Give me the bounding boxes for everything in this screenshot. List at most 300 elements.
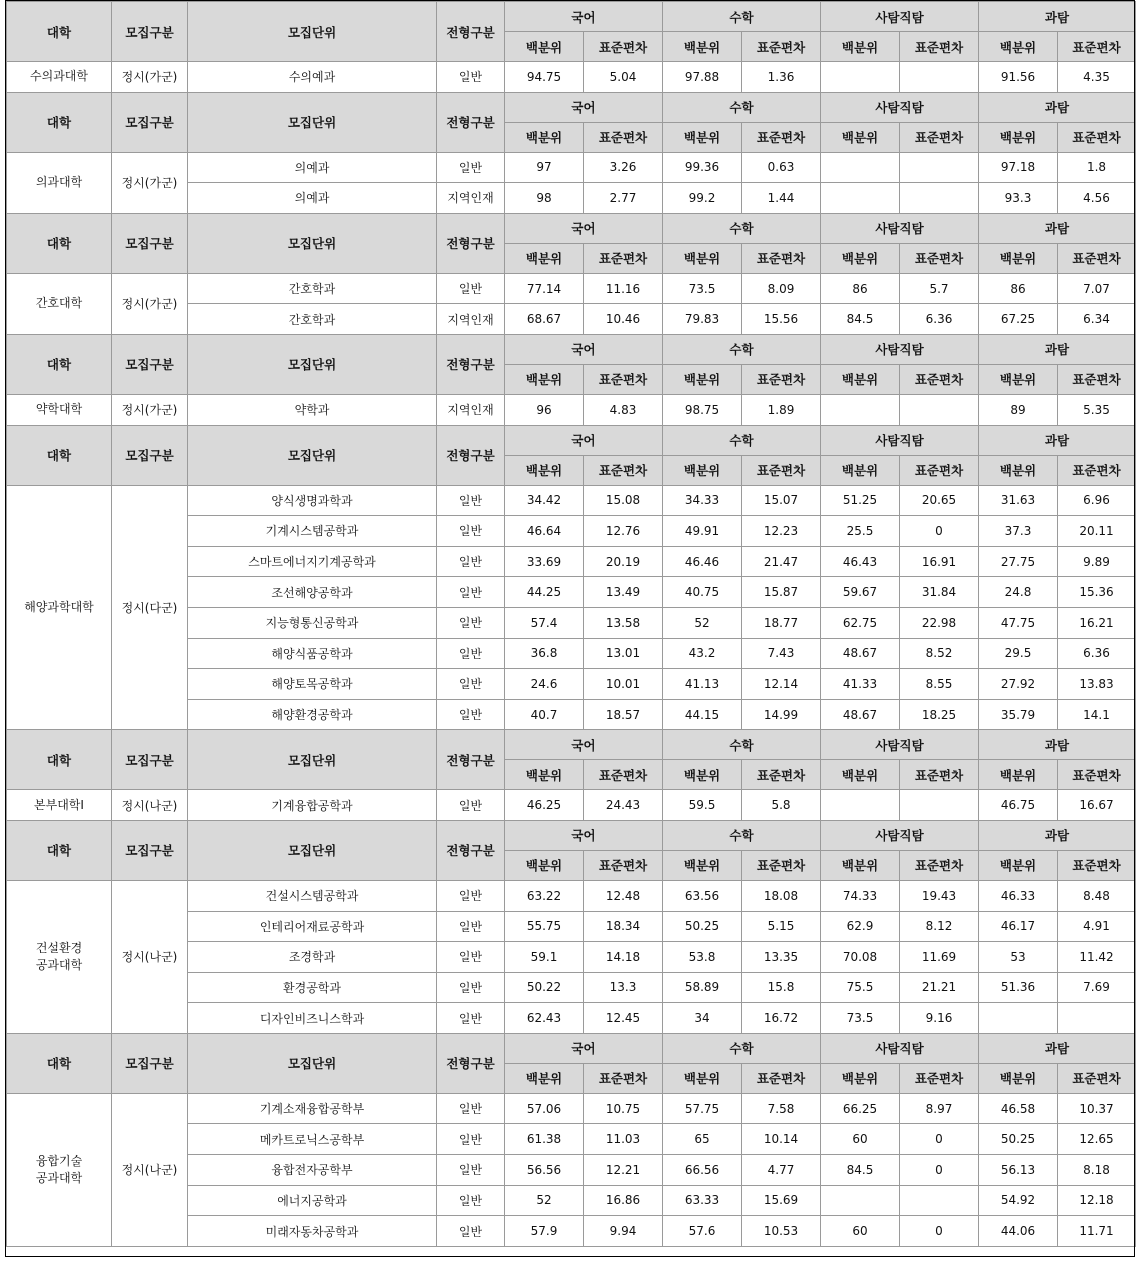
percentile-cell: 53.8 <box>663 942 742 973</box>
header-percentile: 백분위 <box>505 364 584 394</box>
header-std-dev: 표준편차 <box>742 455 821 485</box>
header-subject-science: 과탐 <box>979 2 1136 32</box>
std-dev-cell: 6.36 <box>900 304 979 335</box>
header-track: 전형구분 <box>437 2 505 62</box>
header-percentile: 백분위 <box>979 243 1058 273</box>
std-dev-cell: 12.65 <box>1058 1124 1136 1155</box>
std-dev-cell <box>900 790 979 821</box>
recruit-unit-cell: 의예과 <box>188 152 437 183</box>
track-cell: 일반 <box>437 1155 505 1186</box>
recruit-unit-cell: 기계융합공학과 <box>188 790 437 821</box>
recruit-unit-cell: 의예과 <box>188 183 437 214</box>
std-dev-cell: 12.76 <box>584 516 663 547</box>
header-subject-social-vocational: 사탐직탐 <box>821 425 979 455</box>
header-std-dev: 표준편차 <box>900 122 979 152</box>
admission-type-cell: 정시(가군) <box>112 394 188 425</box>
header-admission-type: 모집구분 <box>112 1033 188 1093</box>
track-cell: 일반 <box>437 546 505 577</box>
header-percentile: 백분위 <box>979 32 1058 62</box>
percentile-cell: 46.43 <box>821 546 900 577</box>
header-percentile: 백분위 <box>505 1063 584 1093</box>
std-dev-cell: 13.01 <box>584 638 663 669</box>
std-dev-cell: 18.34 <box>584 911 663 942</box>
std-dev-cell: 12.48 <box>584 880 663 911</box>
std-dev-cell: 5.35 <box>1058 394 1136 425</box>
track-cell: 일반 <box>437 669 505 700</box>
percentile-cell <box>821 62 900 93</box>
header-subject-math: 수학 <box>663 1033 821 1063</box>
percentile-cell: 63.22 <box>505 880 584 911</box>
header-subject-social-vocational: 사탐직탐 <box>821 820 979 850</box>
std-dev-cell: 9.89 <box>1058 546 1136 577</box>
percentile-cell: 44.06 <box>979 1216 1058 1247</box>
percentile-cell: 37.3 <box>979 516 1058 547</box>
std-dev-cell: 11.69 <box>900 942 979 973</box>
std-dev-cell: 5.15 <box>742 911 821 942</box>
header-std-dev: 표준편차 <box>900 32 979 62</box>
header-recruit-unit: 모집단위 <box>188 92 437 152</box>
percentile-cell: 59.1 <box>505 942 584 973</box>
track-cell: 일반 <box>437 577 505 608</box>
std-dev-cell: 18.77 <box>742 607 821 638</box>
header-subject-science: 과탐 <box>979 820 1136 850</box>
header-percentile: 백분위 <box>505 760 584 790</box>
percentile-cell: 66.56 <box>663 1155 742 1186</box>
track-cell: 일반 <box>437 790 505 821</box>
percentile-cell: 51.25 <box>821 485 900 516</box>
percentile-cell: 46.17 <box>979 911 1058 942</box>
table-body <box>7 2 1136 1247</box>
percentile-cell: 46.25 <box>505 790 584 821</box>
std-dev-cell: 4.35 <box>1058 62 1136 93</box>
table-row <box>7 485 1136 516</box>
header-track: 전형구분 <box>437 425 505 485</box>
recruit-unit-cell: 약학과 <box>188 394 437 425</box>
header-percentile: 백분위 <box>979 1063 1058 1093</box>
header-std-dev: 표준편차 <box>584 1063 663 1093</box>
recruit-unit-cell: 에너지공학과 <box>188 1185 437 1216</box>
header-row <box>7 2 1136 32</box>
header-std-dev: 표준편차 <box>1058 1063 1136 1093</box>
percentile-cell: 93.3 <box>979 183 1058 214</box>
std-dev-cell: 8.55 <box>900 669 979 700</box>
header-college: 대학 <box>7 334 112 394</box>
header-percentile: 백분위 <box>821 760 900 790</box>
std-dev-cell: 19.43 <box>900 880 979 911</box>
percentile-cell: 97.88 <box>663 62 742 93</box>
header-std-dev: 표준편차 <box>742 850 821 880</box>
header-percentile: 백분위 <box>821 364 900 394</box>
header-subject-science: 과탐 <box>979 213 1136 243</box>
percentile-cell: 62.43 <box>505 1003 584 1034</box>
table-row <box>7 152 1136 183</box>
percentile-cell: 74.33 <box>821 880 900 911</box>
percentile-cell: 44.25 <box>505 577 584 608</box>
std-dev-cell: 7.07 <box>1058 273 1136 304</box>
admission-type-cell: 정시(가군) <box>112 273 188 334</box>
recruit-unit-cell: 지능형통신공학과 <box>188 607 437 638</box>
header-college: 대학 <box>7 730 112 790</box>
std-dev-cell <box>900 1185 979 1216</box>
header-percentile: 백분위 <box>979 455 1058 485</box>
header-track: 전형구분 <box>437 820 505 880</box>
percentile-cell: 46.33 <box>979 880 1058 911</box>
track-cell: 지역인재 <box>437 394 505 425</box>
std-dev-cell: 15.8 <box>742 972 821 1003</box>
percentile-cell: 62.9 <box>821 911 900 942</box>
std-dev-cell: 21.47 <box>742 546 821 577</box>
header-subject-korean: 국어 <box>505 2 663 32</box>
std-dev-cell: 10.01 <box>584 669 663 700</box>
header-subject-math: 수학 <box>663 334 821 364</box>
std-dev-cell: 11.42 <box>1058 942 1136 973</box>
percentile-cell: 43.2 <box>663 638 742 669</box>
std-dev-cell: 18.25 <box>900 699 979 730</box>
percentile-cell: 24.6 <box>505 669 584 700</box>
header-recruit-unit: 모집단위 <box>188 334 437 394</box>
header-college: 대학 <box>7 2 112 62</box>
percentile-cell: 60 <box>821 1216 900 1247</box>
college-cell: 본부대학I <box>7 790 112 821</box>
std-dev-cell: 14.99 <box>742 699 821 730</box>
header-recruit-unit: 모집단위 <box>188 425 437 485</box>
percentile-cell <box>821 152 900 183</box>
track-cell: 일반 <box>437 1093 505 1124</box>
percentile-cell: 73.5 <box>663 273 742 304</box>
percentile-cell: 33.69 <box>505 546 584 577</box>
header-track: 전형구분 <box>437 334 505 394</box>
std-dev-cell: 8.97 <box>900 1093 979 1124</box>
percentile-cell: 54.92 <box>979 1185 1058 1216</box>
std-dev-cell: 18.08 <box>742 880 821 911</box>
track-cell: 일반 <box>437 1185 505 1216</box>
std-dev-cell: 11.03 <box>584 1124 663 1155</box>
header-std-dev: 표준편차 <box>1058 364 1136 394</box>
std-dev-cell: 16.21 <box>1058 607 1136 638</box>
std-dev-cell: 10.75 <box>584 1093 663 1124</box>
college-cell: 수의과대학 <box>7 62 112 93</box>
header-recruit-unit: 모집단위 <box>188 213 437 273</box>
header-percentile: 백분위 <box>979 760 1058 790</box>
header-percentile: 백분위 <box>821 243 900 273</box>
std-dev-cell <box>900 152 979 183</box>
std-dev-cell: 12.14 <box>742 669 821 700</box>
std-dev-cell: 5.7 <box>900 273 979 304</box>
college-cell: 해양과학대학 <box>7 485 112 730</box>
std-dev-cell: 9.16 <box>900 1003 979 1034</box>
recruit-unit-cell: 기계시스템공학과 <box>188 516 437 547</box>
std-dev-cell: 10.46 <box>584 304 663 335</box>
percentile-cell: 66.25 <box>821 1093 900 1124</box>
percentile-cell: 86 <box>821 273 900 304</box>
admission-type-cell: 정시(나군) <box>112 880 188 1033</box>
header-percentile: 백분위 <box>821 1063 900 1093</box>
std-dev-cell: 13.58 <box>584 607 663 638</box>
header-track: 전형구분 <box>437 1033 505 1093</box>
percentile-cell: 67.25 <box>979 304 1058 335</box>
std-dev-cell: 13.3 <box>584 972 663 1003</box>
header-percentile: 백분위 <box>821 122 900 152</box>
std-dev-cell <box>900 183 979 214</box>
percentile-cell: 75.5 <box>821 972 900 1003</box>
std-dev-cell: 4.83 <box>584 394 663 425</box>
percentile-cell: 84.5 <box>821 304 900 335</box>
header-row <box>7 730 1136 760</box>
std-dev-cell: 3.26 <box>584 152 663 183</box>
percentile-cell: 97 <box>505 152 584 183</box>
table-row <box>7 62 1136 93</box>
header-track: 전형구분 <box>437 730 505 790</box>
track-cell: 일반 <box>437 62 505 93</box>
std-dev-cell: 0 <box>900 516 979 547</box>
percentile-cell: 24.8 <box>979 577 1058 608</box>
admission-type-cell: 정시(나군) <box>112 790 188 821</box>
percentile-cell: 25.5 <box>821 516 900 547</box>
std-dev-cell: 0 <box>900 1155 979 1186</box>
admission-type-cell: 정시(나군) <box>112 1093 188 1246</box>
track-cell: 일반 <box>437 485 505 516</box>
std-dev-cell: 1.89 <box>742 394 821 425</box>
recruit-unit-cell: 메카트로닉스공학부 <box>188 1124 437 1155</box>
percentile-cell: 68.67 <box>505 304 584 335</box>
header-subject-science: 과탐 <box>979 334 1136 364</box>
header-percentile: 백분위 <box>979 364 1058 394</box>
std-dev-cell: 8.52 <box>900 638 979 669</box>
header-std-dev: 표준편차 <box>1058 122 1136 152</box>
header-row <box>7 1033 1136 1063</box>
std-dev-cell: 20.65 <box>900 485 979 516</box>
std-dev-cell: 10.14 <box>742 1124 821 1155</box>
recruit-unit-cell: 해양토목공학과 <box>188 669 437 700</box>
std-dev-cell: 12.18 <box>1058 1185 1136 1216</box>
std-dev-cell: 7.69 <box>1058 972 1136 1003</box>
std-dev-cell: 24.43 <box>584 790 663 821</box>
track-cell: 지역인재 <box>437 304 505 335</box>
header-percentile: 백분위 <box>663 455 742 485</box>
percentile-cell: 29.5 <box>979 638 1058 669</box>
percentile-cell: 40.75 <box>663 577 742 608</box>
std-dev-cell: 13.83 <box>1058 669 1136 700</box>
std-dev-cell: 22.98 <box>900 607 979 638</box>
std-dev-cell: 15.69 <box>742 1185 821 1216</box>
track-cell: 일반 <box>437 516 505 547</box>
percentile-cell: 58.89 <box>663 972 742 1003</box>
header-percentile: 백분위 <box>505 455 584 485</box>
track-cell: 지역인재 <box>437 183 505 214</box>
std-dev-cell <box>900 394 979 425</box>
std-dev-cell: 20.11 <box>1058 516 1136 547</box>
percentile-cell: 50.25 <box>979 1124 1058 1155</box>
percentile-cell <box>821 1185 900 1216</box>
percentile-cell: 89 <box>979 394 1058 425</box>
header-college: 대학 <box>7 425 112 485</box>
header-subject-social-vocational: 사탐직탐 <box>821 730 979 760</box>
std-dev-cell: 15.08 <box>584 485 663 516</box>
percentile-cell: 77.14 <box>505 273 584 304</box>
track-cell: 일반 <box>437 607 505 638</box>
std-dev-cell: 10.37 <box>1058 1093 1136 1124</box>
percentile-cell: 57.9 <box>505 1216 584 1247</box>
header-std-dev: 표준편차 <box>1058 760 1136 790</box>
header-std-dev: 표준편차 <box>742 364 821 394</box>
track-cell: 일반 <box>437 942 505 973</box>
std-dev-cell <box>900 62 979 93</box>
recruit-unit-cell: 건설시스템공학과 <box>188 880 437 911</box>
recruit-unit-cell: 조경학과 <box>188 942 437 973</box>
header-percentile: 백분위 <box>979 122 1058 152</box>
std-dev-cell: 4.91 <box>1058 911 1136 942</box>
header-subject-science: 과탐 <box>979 425 1136 455</box>
percentile-cell: 41.33 <box>821 669 900 700</box>
table-row <box>7 1093 1136 1124</box>
college-cell: 건설환경 공과대학 <box>7 880 112 1033</box>
header-college: 대학 <box>7 820 112 880</box>
recruit-unit-cell: 인테리어재료공학과 <box>188 911 437 942</box>
track-cell: 일반 <box>437 152 505 183</box>
header-subject-math: 수학 <box>663 425 821 455</box>
college-cell: 의과대학 <box>7 152 112 213</box>
percentile-cell: 49.91 <box>663 516 742 547</box>
percentile-cell: 96 <box>505 394 584 425</box>
std-dev-cell: 2.77 <box>584 183 663 214</box>
percentile-cell: 51.36 <box>979 972 1058 1003</box>
std-dev-cell: 15.36 <box>1058 577 1136 608</box>
recruit-unit-cell: 스마트에너지기계공학과 <box>188 546 437 577</box>
header-percentile: 백분위 <box>663 850 742 880</box>
std-dev-cell <box>1058 1003 1136 1034</box>
header-std-dev: 표준편차 <box>584 364 663 394</box>
header-std-dev: 표준편차 <box>900 850 979 880</box>
recruit-unit-cell: 양식생명과학과 <box>188 485 437 516</box>
std-dev-cell: 1.8 <box>1058 152 1136 183</box>
table-row <box>7 273 1136 304</box>
recruit-unit-cell: 미래자동차공학과 <box>188 1216 437 1247</box>
std-dev-cell: 12.45 <box>584 1003 663 1034</box>
header-percentile: 백분위 <box>663 243 742 273</box>
header-admission-type: 모집구분 <box>112 2 188 62</box>
std-dev-cell: 8.48 <box>1058 880 1136 911</box>
track-cell: 일반 <box>437 972 505 1003</box>
std-dev-cell: 11.16 <box>584 273 663 304</box>
std-dev-cell: 20.19 <box>584 546 663 577</box>
percentile-cell: 61.38 <box>505 1124 584 1155</box>
percentile-cell <box>821 394 900 425</box>
college-cell: 융합기술 공과대학 <box>7 1093 112 1246</box>
header-std-dev: 표준편차 <box>584 32 663 62</box>
std-dev-cell: 15.87 <box>742 577 821 608</box>
std-dev-cell: 0 <box>900 1216 979 1247</box>
percentile-cell: 57.06 <box>505 1093 584 1124</box>
percentile-cell: 94.75 <box>505 62 584 93</box>
percentile-cell: 97.18 <box>979 152 1058 183</box>
header-std-dev: 표준편차 <box>584 122 663 152</box>
std-dev-cell: 16.67 <box>1058 790 1136 821</box>
header-subject-science: 과탐 <box>979 1033 1136 1063</box>
std-dev-cell: 21.21 <box>900 972 979 1003</box>
header-track: 전형구분 <box>437 213 505 273</box>
percentile-cell: 46.46 <box>663 546 742 577</box>
std-dev-cell: 0 <box>900 1124 979 1155</box>
std-dev-cell: 5.8 <box>742 790 821 821</box>
percentile-cell: 55.75 <box>505 911 584 942</box>
header-std-dev: 표준편차 <box>900 760 979 790</box>
header-subject-social-vocational: 사탐직탐 <box>821 334 979 364</box>
percentile-cell: 84.5 <box>821 1155 900 1186</box>
admission-type-cell: 정시(다군) <box>112 485 188 730</box>
header-percentile: 백분위 <box>663 32 742 62</box>
header-row <box>7 92 1136 122</box>
percentile-cell: 35.79 <box>979 699 1058 730</box>
header-subject-math: 수학 <box>663 92 821 122</box>
header-percentile: 백분위 <box>979 850 1058 880</box>
percentile-cell: 59.5 <box>663 790 742 821</box>
std-dev-cell: 4.56 <box>1058 183 1136 214</box>
header-admission-type: 모집구분 <box>112 730 188 790</box>
percentile-cell: 99.2 <box>663 183 742 214</box>
percentile-cell: 48.67 <box>821 638 900 669</box>
recruit-unit-cell: 디자인비즈니스학과 <box>188 1003 437 1034</box>
header-subject-korean: 국어 <box>505 820 663 850</box>
header-row <box>7 213 1136 243</box>
percentile-cell: 73.5 <box>821 1003 900 1034</box>
percentile-cell: 57.6 <box>663 1216 742 1247</box>
admission-type-cell: 정시(가군) <box>112 152 188 213</box>
recruit-unit-cell: 해양식품공학과 <box>188 638 437 669</box>
header-std-dev: 표준편차 <box>1058 243 1136 273</box>
std-dev-cell: 6.96 <box>1058 485 1136 516</box>
header-percentile: 백분위 <box>821 455 900 485</box>
header-subject-science: 과탐 <box>979 730 1136 760</box>
std-dev-cell: 6.34 <box>1058 304 1136 335</box>
percentile-cell: 34 <box>663 1003 742 1034</box>
header-std-dev: 표준편차 <box>584 243 663 273</box>
header-subject-social-vocational: 사탐직탐 <box>821 92 979 122</box>
header-subject-social-vocational: 사탐직탐 <box>821 2 979 32</box>
std-dev-cell: 1.36 <box>742 62 821 93</box>
header-track: 전형구분 <box>437 92 505 152</box>
table-row <box>7 880 1136 911</box>
table-row <box>7 394 1136 425</box>
header-subject-math: 수학 <box>663 820 821 850</box>
track-cell: 일반 <box>437 1124 505 1155</box>
header-admission-type: 모집구분 <box>112 425 188 485</box>
header-subject-math: 수학 <box>663 730 821 760</box>
std-dev-cell: 8.18 <box>1058 1155 1136 1186</box>
std-dev-cell: 16.72 <box>742 1003 821 1034</box>
std-dev-cell: 5.04 <box>584 62 663 93</box>
std-dev-cell: 11.71 <box>1058 1216 1136 1247</box>
percentile-cell: 99.36 <box>663 152 742 183</box>
header-percentile: 백분위 <box>821 850 900 880</box>
percentile-cell: 46.75 <box>979 790 1058 821</box>
header-college: 대학 <box>7 92 112 152</box>
percentile-cell: 41.13 <box>663 669 742 700</box>
std-dev-cell: 0.63 <box>742 152 821 183</box>
header-percentile: 백분위 <box>663 122 742 152</box>
std-dev-cell: 31.84 <box>900 577 979 608</box>
header-subject-social-vocational: 사탐직탐 <box>821 213 979 243</box>
header-subject-korean: 국어 <box>505 730 663 760</box>
percentile-cell: 98 <box>505 183 584 214</box>
header-subject-korean: 국어 <box>505 425 663 455</box>
track-cell: 일반 <box>437 911 505 942</box>
header-std-dev: 표준편차 <box>1058 32 1136 62</box>
std-dev-cell: 13.35 <box>742 942 821 973</box>
percentile-cell: 65 <box>663 1124 742 1155</box>
percentile-cell: 34.33 <box>663 485 742 516</box>
percentile-cell: 40.7 <box>505 699 584 730</box>
percentile-cell: 50.25 <box>663 911 742 942</box>
